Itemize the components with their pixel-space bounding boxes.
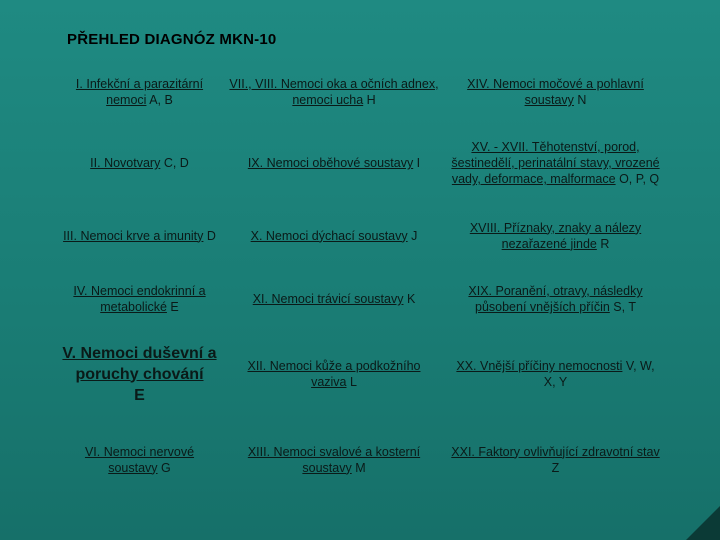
diagnosis-label: II. Novotvary — [90, 156, 161, 170]
corner-decoration — [686, 506, 720, 540]
diagnosis-label: VII., VIII. Nemoci oka a očních adnex, nemoci ucha — [229, 77, 439, 107]
diagnosis-cell — [445, 267, 666, 331]
diagnosis-cell — [223, 204, 445, 267]
diagnosis-code: C, D — [160, 156, 189, 170]
diagnosis-label: VI. Nemoci nervové soustavy — [84, 444, 195, 475]
diagnosis-code: I — [413, 156, 421, 170]
diagnosis-cell — [56, 204, 223, 267]
diagnosis-label: XIV. Nemoci močové a pohlavní soustavy — [467, 77, 644, 107]
diagnosis-code: E — [166, 300, 179, 314]
diagnosis-code: H — [363, 93, 376, 107]
diagnosis-code: K — [403, 292, 416, 306]
diagnosis-code: L — [346, 375, 357, 389]
diagnosis-label: XXI. Faktory ovlivňující zdravotní stav — [451, 444, 660, 459]
diagnosis-code: S, T — [609, 300, 636, 314]
diagnosis-label: XI. Nemoci trávicí soustavy — [252, 292, 404, 306]
diagnosis-label: IX. Nemoci oběhové soustavy — [247, 156, 414, 170]
diagnosis-code: E — [134, 386, 145, 404]
diagnosis-cell-highlighted — [56, 331, 223, 417]
diagnosis-code: N — [573, 93, 587, 107]
diagnosis-cell — [56, 267, 223, 331]
diagnosis-cell — [56, 122, 223, 204]
diagnosis-label: XIII. Nemoci svalové a kosterní soustavy — [247, 444, 421, 475]
diagnosis-code: O, P, Q — [615, 172, 660, 186]
diagnosis-label: XX. Vnější příčiny nemocnosti — [456, 359, 623, 373]
diagnosis-code: R — [596, 236, 610, 251]
diagnosis-label: X. Nemoci dýchací soustavy — [250, 228, 408, 243]
diagnosis-cell — [56, 62, 223, 122]
diagnosis-code: M — [351, 460, 366, 475]
page-title: PŘEHLED DIAGNÓZ MKN-10 — [67, 31, 277, 48]
diagnosis-cell — [223, 267, 445, 331]
diagnosis-cell — [223, 331, 445, 417]
diagnosis-label: XIX. Poranění, otravy, následky působení vnějších příčin — [468, 284, 643, 314]
diagnosis-code: G — [157, 460, 171, 475]
diagnosis-label: XII. Nemoci kůže a podkožního vaziva — [247, 359, 421, 389]
diagnosis-grid — [56, 62, 666, 502]
diagnosis-cell — [445, 122, 666, 204]
diagnosis-cell — [445, 62, 666, 122]
diagnosis-code: Z — [551, 460, 560, 475]
diagnosis-code: A, B — [146, 93, 173, 107]
diagnosis-cell — [445, 417, 666, 502]
diagnosis-code: J — [407, 228, 418, 243]
diagnosis-label: I. Infekční a parazitární nemoci — [75, 77, 204, 107]
diagnosis-label: V. Nemoci duševní a poruchy chování — [62, 344, 217, 383]
diagnosis-cell — [445, 331, 666, 417]
diagnosis-cell — [223, 122, 445, 204]
diagnosis-label: IV. Nemoci endokrinní a metabolické — [73, 284, 206, 314]
diagnosis-code: D — [203, 228, 216, 243]
diagnosis-cell — [223, 417, 445, 502]
diagnosis-cell — [223, 62, 445, 122]
diagnosis-label: III. Nemoci krve a imunity — [63, 228, 204, 243]
diagnosis-label: XVIII. Příznaky, znaky a nálezy nezařazené jinde — [469, 220, 642, 251]
diagnosis-code: V, W, X, Y — [543, 359, 655, 389]
diagnosis-cell — [445, 204, 666, 267]
diagnosis-label: XV. - XVII. Těhotenství, porod, šestinedělí, perinatální stavy, vrozené vady, deformace, malformace — [451, 140, 660, 186]
diagnosis-cell — [56, 417, 223, 502]
